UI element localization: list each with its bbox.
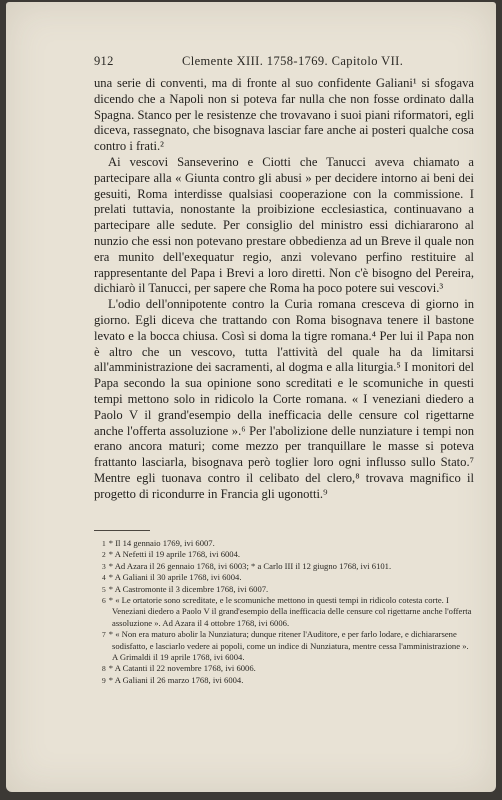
footnote-number: 5 xyxy=(102,584,106,594)
footnote xyxy=(94,572,474,583)
paragraph: una serie di conventi, ma di fronte al suo confidente Galiani¹ si sfogava dicendo che a Napoli non si poteva far nulla che non fosse ordinato dalla Spagna. Stanco per le resistenze che trovavano i suoi piani riformatori, egli diceva, rassegnato, che bisognava lasciar fare anche ai posteri qualche cosa contro i frati.² xyxy=(94,76,474,154)
footnote-text: * A Castromonte il 3 dicembre 1768, ivi 6007. xyxy=(108,583,269,594)
running-head: Clemente XIII. 1758-1769. Capitolo VII. xyxy=(182,54,404,68)
footnote-separator xyxy=(94,530,150,531)
footnotes xyxy=(94,538,474,686)
footnote xyxy=(94,595,474,629)
footnote-text: * A Galiani il 30 aprile 1768, ivi 6004. xyxy=(108,572,242,583)
footnote xyxy=(94,663,474,674)
footnote-text: * Ad Azara il 26 gennaio 1768, ivi 6003; * a Carlo III il 12 giugno 1768, ivi 6101. xyxy=(108,560,392,571)
footnote-text: * « Non era maturo abolir la Nunziatura; dunque ritener l'Auditore, e per farlo lodare, e dichiararsene sodisfatto, e lasciarlo vedere ai popoli, come un indice di Nunziatura, mentre cessa l'amministrazione ». A Grimaldi il 19 aprile 1768, ivi 6004. xyxy=(108,629,469,663)
paragraph: Ai vescovi Sanseverino e Ciotti che Tanucci aveva chiamato a partecipare alla « Giunta contro gli abusi » per decidere intorno ai beni dei gesuiti, Roma interdisse qualsiasi cooperazione con la commissione. I prelati tuttavia, nonostante la proibizione ecclesiastica, continuavano a partecipare alle sedute. Per consiglio del ministro essi dichiararono al nunzio che essi non potevano prestare obbedienza ad un Breve il quale non era munito dell'exequatur regio, anzi volevano perfino restituire al rappresentante del Papa i Brevi a loro diretti. Non c'è bisogno del Pereira, dichiarò il Tanucci, per sapere che Roma ha poco potere sui vescovi.³ xyxy=(94,154,474,296)
body-text xyxy=(94,76,474,503)
footnote-number: 6 xyxy=(102,596,106,606)
footnote-number: 7 xyxy=(102,630,106,640)
book-page xyxy=(6,2,496,792)
page-number: 912 xyxy=(94,54,114,68)
footnote-number: 2 xyxy=(102,550,106,560)
footnote xyxy=(94,549,474,560)
footnote-number: 9 xyxy=(102,675,106,685)
footnote-number: 1 xyxy=(102,539,106,548)
footnote-number: 3 xyxy=(102,561,106,571)
page-header xyxy=(94,54,454,70)
footnote-number: 8 xyxy=(102,664,106,674)
footnote-number: 4 xyxy=(102,573,106,583)
footnote xyxy=(94,584,474,595)
footnote-text: * Il 14 gennaio 1769, ivi 6007. xyxy=(108,538,215,548)
footnote xyxy=(94,538,474,549)
footnote-text: * A Nefetti il 19 aprile 1768, ivi 6004. xyxy=(108,549,241,560)
footnote xyxy=(94,629,474,663)
footnote xyxy=(94,561,474,572)
paragraph: L'odio dell'onnipotente contro la Curia romana cresceva di giorno in giorno. Egli diceva che trattando con Roma bisognava tenere il bastone levato e la bocca chiusa. Così si doma la tigre romana.⁴ Per lui il Papa non è altro che un vescovo, tutta l'attività del quale ha da limitarsi all'amministrazione dei sacramenti, al dogma e alla liturgia.⁵ I monitori del Papa secondo la sua opinione sono screditati e le scomuniche in questi tempi mettono solo in ridicolo la Corte romana. « I veneziani diedero a Paolo V il grand'esempio della inefficacia delle censure col rigettarne anche l'offerta assoluzione ».⁶ Per l'abolizione delle nunziature i tempi non erano ancora maturi; come mezzo per tranquillare le masse si poteva frattanto lasciarla, bisognava però toglier loro ogni influsso sullo Stato.⁷ Mentre egli tuonava contro il celibato del clero,⁸ trovava magnifico il progetto di ricondurre in Francia gli ugonotti.⁹ xyxy=(94,297,474,501)
footnote-text: * A Galiani il 26 marzo 1768, ivi 6004. xyxy=(108,674,244,685)
footnote-text: * « Le ortatorie sono screditate, e le scomuniche mettono in questi tempi in ridicolo cotesta corte. I Veneziani diedero a Paolo V il grand'esempio della inefficacia delle censure col rigettarne anche l'offerta assoluzione ». Ad Azara il 4 ottobre 1768, ivi 6006. xyxy=(108,595,472,628)
footnote xyxy=(94,675,474,686)
footnote-text: * A Catanti il 22 novembre 1768, ivi 6006. xyxy=(108,663,256,674)
